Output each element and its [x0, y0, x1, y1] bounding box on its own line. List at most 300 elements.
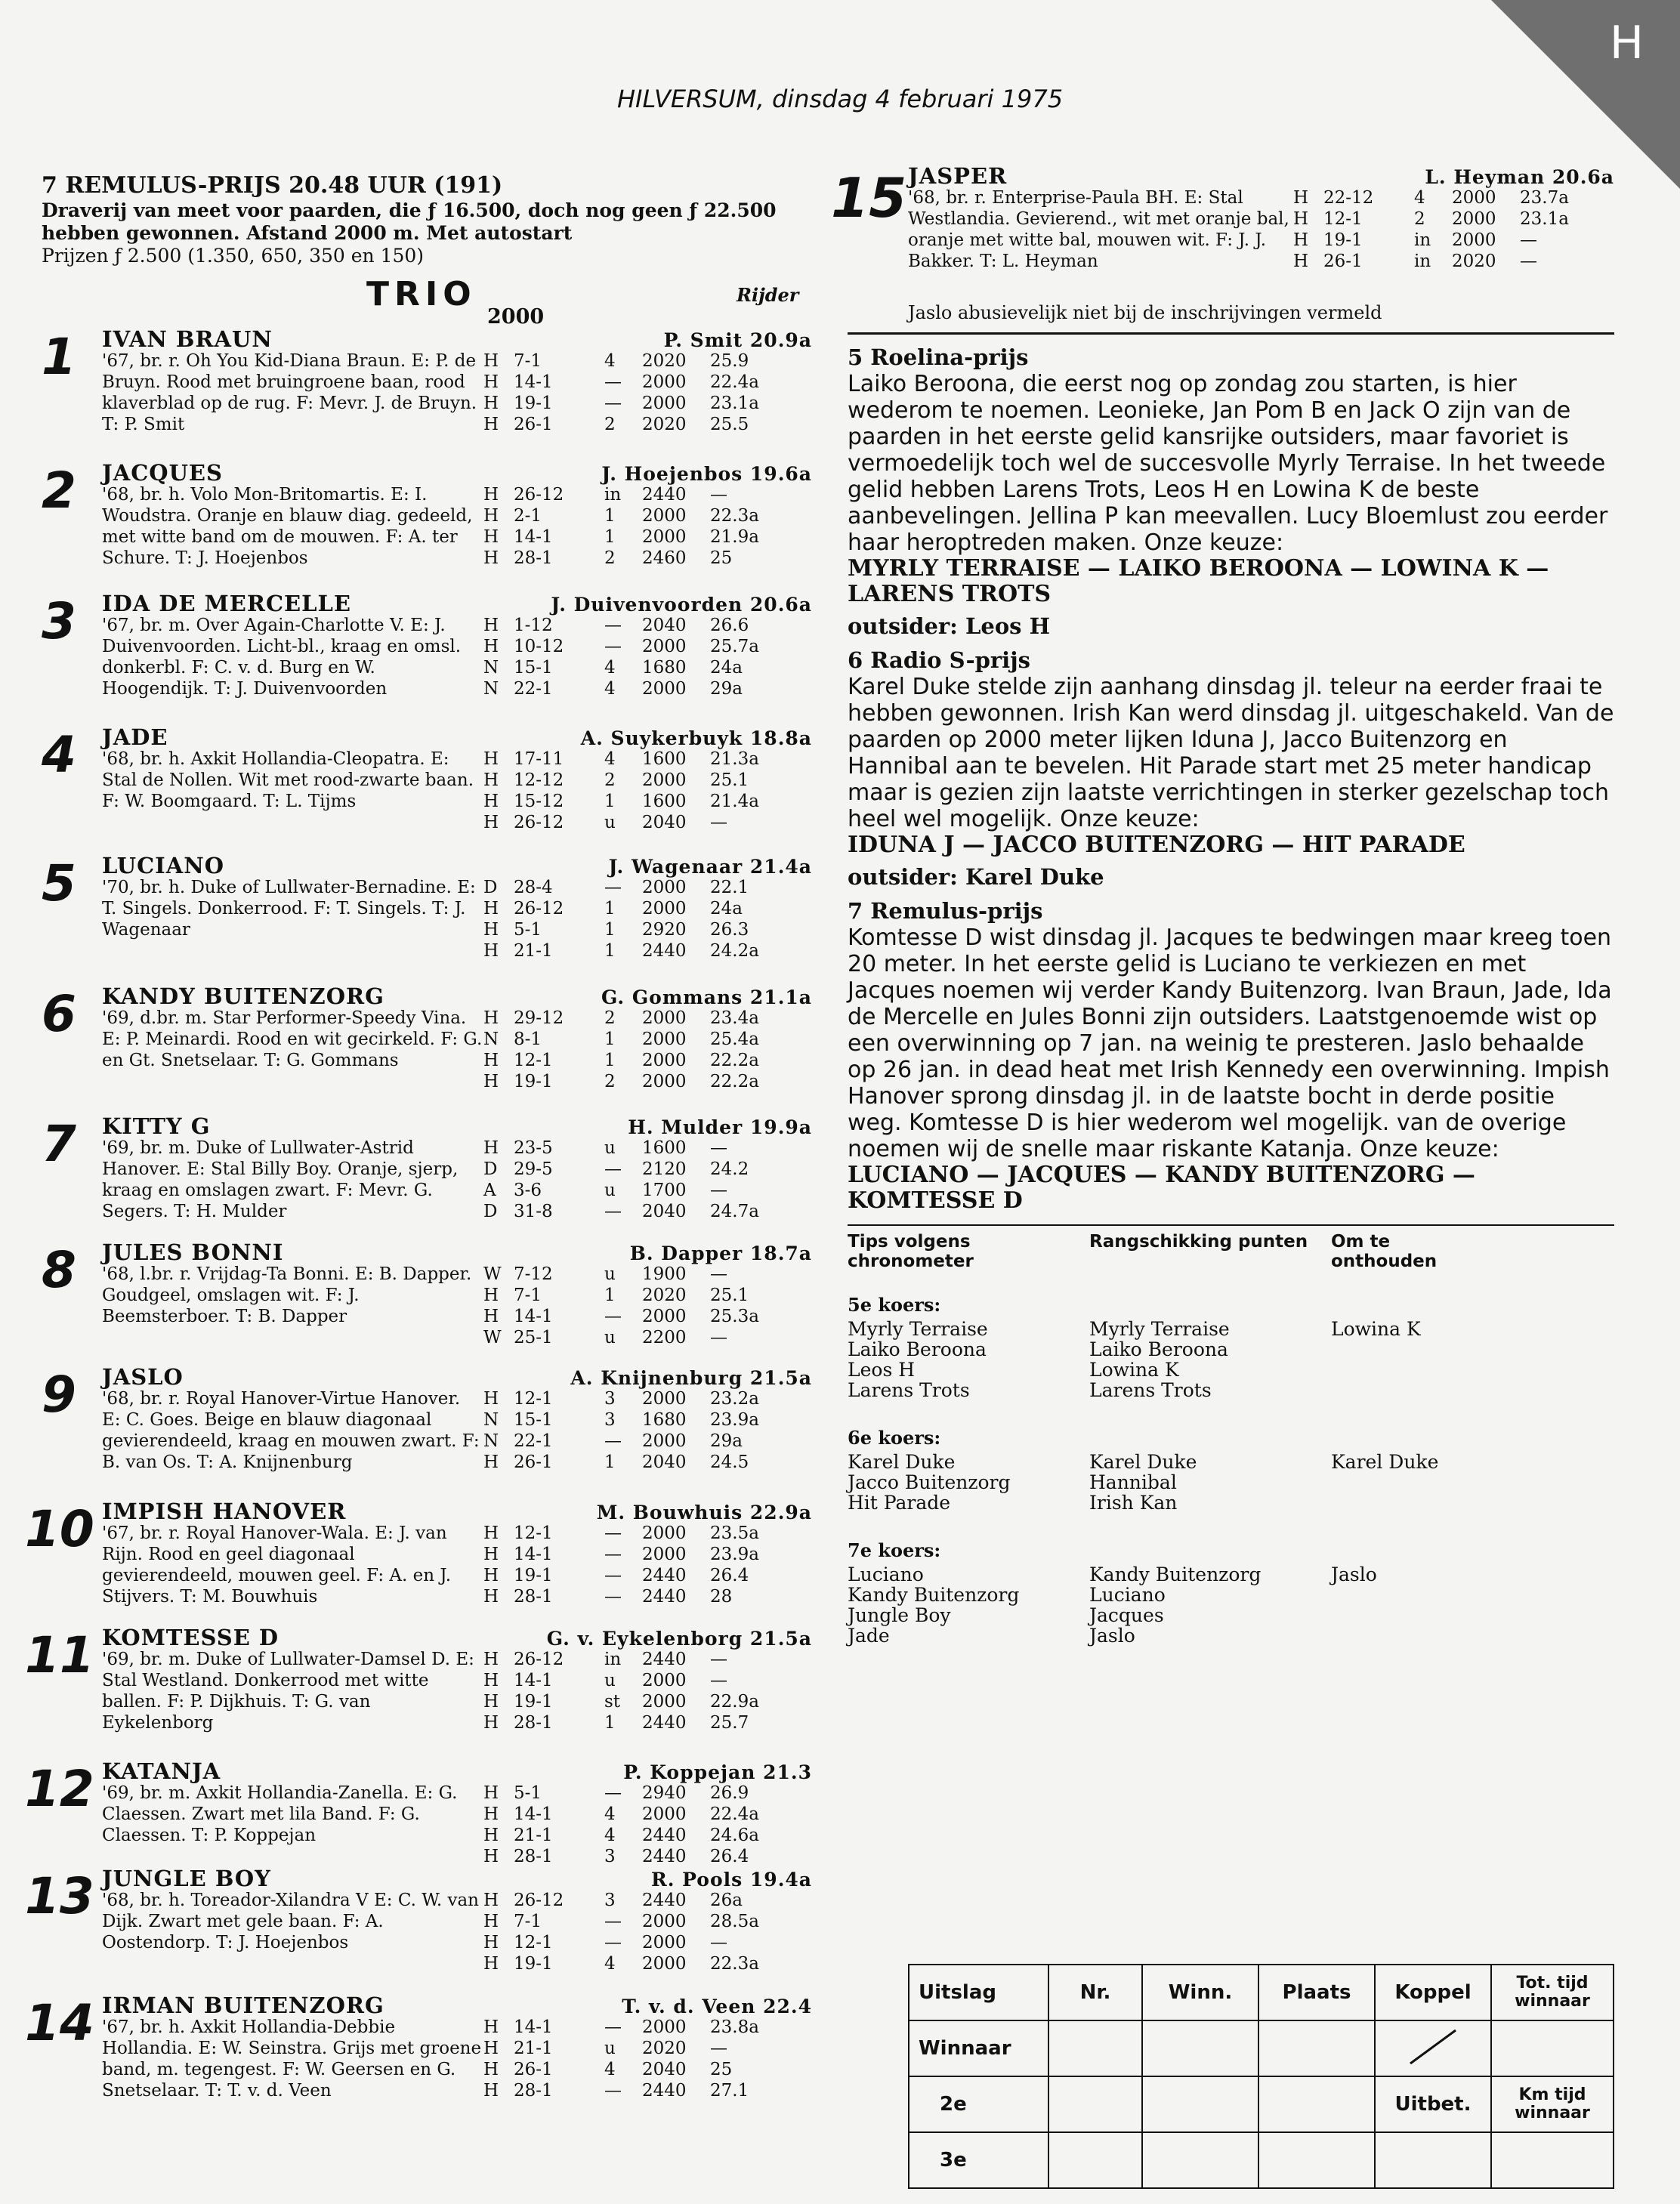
tip-punten-name: Kandy Buitenzorg	[1089, 1563, 1262, 1585]
result-value: H	[483, 920, 499, 940]
result-value: 1900	[642, 1264, 687, 1284]
result-value: in	[1414, 252, 1431, 271]
result-value: D	[483, 1202, 498, 1221]
horse-entry	[42, 985, 812, 1115]
horse-name	[102, 985, 812, 1008]
result-value: H	[483, 1452, 499, 1472]
result-value: 4	[604, 351, 616, 371]
result-value: H	[483, 1286, 499, 1305]
result-value: 14-1	[514, 1307, 553, 1326]
result-value: 22.4a	[710, 1804, 759, 1824]
result-value: 4	[604, 2060, 616, 2079]
tip-punten-name: Jaslo	[1089, 1625, 1135, 1647]
result-value: 26-12	[514, 899, 564, 918]
result-value: 7-12	[514, 1264, 553, 1284]
horse-number: 4	[42, 726, 76, 784]
result-value: u	[604, 1328, 616, 1347]
horse-results	[483, 749, 812, 833]
horse-driver: H. Mulder 19.9a	[628, 1116, 812, 1138]
horse-description: '68, br. h. Toreador-Xilandra V E: C. W. van Dijk. Zwart met gele baan. F: A. Oostendorp. T: J. Hoejenbos	[102, 1891, 479, 1952]
result-value: 4	[604, 749, 616, 769]
tip-punten-name: Hannibal	[1089, 1471, 1177, 1493]
result-value: H	[483, 1566, 499, 1585]
result-value: 2000	[642, 1072, 687, 1091]
section-outsider: outsider: Karel Duke	[848, 864, 1104, 890]
horse-name-text: JASPER	[908, 163, 1008, 189]
result-value: 26-12	[514, 485, 564, 505]
result-value: 17-11	[514, 749, 564, 769]
result-value: 26-12	[514, 813, 564, 832]
result-value: 7-1	[514, 351, 542, 371]
result-row	[483, 877, 812, 898]
result-row	[483, 770, 812, 791]
result-value: 28.5a	[710, 1912, 759, 1931]
horse-name-text: KANDY BUITENZORG	[102, 983, 384, 1009]
result-value: 2000	[642, 1804, 687, 1824]
result-value: 2	[604, 770, 616, 790]
horse-description: '67, br. h. Axkit Hollandia-Debbie Hollandia. E: W. Seinstra. Grijs met groene band, m. tegengest. F: W. Geersen en G. Snetselaar. T: T. v. d. Veen	[102, 2017, 482, 2101]
result-row	[483, 526, 812, 548]
result-row	[483, 1544, 812, 1565]
horse-description: '67, br. m. Over Again-Charlotte V. E: J. Duivenvoorden. Licht-bl., kraag en omsl. donkerbl. F: C. v. d. Burg en W. Hoogendijk. T: J. Duivenvoorden	[102, 616, 462, 699]
tip-punten-name: Luciano	[1089, 1584, 1166, 1606]
result-value: 2000	[642, 1307, 687, 1326]
result-value: H	[483, 485, 499, 505]
horse-name-text: IMPISH HANOVER	[102, 1499, 347, 1524]
result-value: u	[604, 1181, 616, 1200]
result-row	[483, 1712, 812, 1733]
result-value: 2000	[642, 770, 687, 790]
horse-number: 11	[25, 1626, 94, 1684]
result-cell-km-tijd: Km tijd winnaar	[1491, 2076, 1614, 2132]
result-value: —	[604, 1431, 622, 1451]
result-value: H	[483, 1826, 499, 1845]
horse-description: '67, br. r. Oh You Kid-Diana Braun. E: P. de Bruyn. Rood met bruingroene baan, rood klaverblad op de rug. F: Mevr. J. de Bruyn. T: P. Smit	[102, 351, 477, 434]
result-row	[483, 791, 812, 812]
horse-driver: J. Wagenaar 21.4a	[608, 856, 812, 878]
result-value: 25.7	[710, 1713, 749, 1733]
horse-results	[1293, 187, 1614, 272]
result-value: —	[604, 1307, 622, 1326]
horse-name	[102, 1626, 812, 1649]
race-card-column	[25, 172, 812, 2115]
result-value: 26.9	[710, 1783, 749, 1803]
result-header-koppel: Koppel	[1375, 1965, 1491, 2020]
result-row	[483, 372, 812, 393]
result-value: N	[483, 1029, 499, 1049]
divider	[848, 332, 1614, 335]
result-row	[1293, 230, 1614, 251]
horse-description: '68, br. r. Enterprise-Paula BH. E: Stal Westlandia. Gevierend., wit met oranje bal, oranje met witte bal, mouwen wit. F: J. J. Bakker. T: L. Heyman	[908, 188, 1289, 271]
result-value: 4	[1414, 188, 1425, 208]
horse-results	[483, 1264, 812, 1348]
result-value: 23.1a	[710, 394, 759, 413]
result-value: 3-6	[514, 1181, 542, 1200]
result-value: H	[483, 372, 499, 392]
section-text: Komtesse D wist dinsdag jl. Jacques te bedwingen maar kreeg toen 20 meter. In het eerste gelid is Luciano te verkiezen en met Jacques noemen wij verder Kandy Buitenzorg. Ivan Braun, Jade, Ida de Mercelle en Jules Bonni zijn outsiders. Laatstgenoemde wist op een overwinning op 7 jan. na weinig te presteren. Jaslo behaalde op 26 jan. in dead heat met Irish Kennedy een overwinning. Impish Hanover sprong dinsdag jl. in de laatste bocht in derde positie weg. Komtesse D is hier wederom wel mogelijk. van de overige noemen wij de snelle maar riskante Katanja. Onze keuze:	[848, 925, 1612, 1162]
result-value: D	[483, 878, 498, 897]
tips-block	[848, 1224, 1614, 1647]
tip-punten-name: Irish Kan	[1089, 1492, 1178, 1514]
result-value: 2000	[642, 878, 687, 897]
result-value: 2000	[642, 1933, 687, 1952]
horse-body	[102, 350, 812, 435]
result-value: 25-1	[514, 1328, 553, 1347]
section-pick: MYRLY TERRAISE — LAIKO BEROONA — LOWINA K — LARENS TROTS	[848, 555, 1549, 607]
result-value: 4	[604, 1804, 616, 1824]
result-value: 23.1a	[1520, 209, 1569, 229]
tips-header-onthouden: Om te onthouden	[1331, 1232, 1438, 1271]
result-value: 25.3a	[710, 1307, 759, 1326]
result-value: in	[604, 1650, 622, 1669]
result-value: —	[710, 1264, 727, 1284]
result-row	[483, 1586, 812, 1607]
horse-entry	[25, 1499, 812, 1626]
result-value: 1	[604, 506, 616, 526]
result-value: 28-4	[514, 878, 553, 897]
result-value: 2	[604, 1072, 616, 1091]
result-value: 2440	[642, 2081, 687, 2101]
result-value: 2000	[642, 1671, 687, 1690]
result-row	[483, 1649, 812, 1670]
tip-chrono-name: Jacco Buitenzorg	[848, 1471, 1011, 1493]
result-value: —	[710, 2039, 727, 2058]
result-value: 2040	[642, 1202, 687, 1221]
horse-results	[483, 1388, 812, 1473]
horse-name-text: KATANJA	[102, 1758, 221, 1784]
result-cell	[1258, 2020, 1375, 2076]
result-cell	[1048, 2132, 1142, 2188]
result-value: in	[1414, 230, 1431, 250]
result-value: —	[604, 637, 622, 656]
section-outsider: outsider: Leos H	[848, 613, 1050, 639]
result-value: 22-1	[514, 679, 553, 699]
result-value: 24a	[710, 899, 743, 918]
result-value: in	[604, 485, 622, 505]
result-value: H	[483, 1307, 499, 1326]
result-value: —	[710, 1650, 727, 1669]
result-value: 2000	[642, 1954, 687, 1974]
result-value: 23-5	[514, 1138, 553, 1158]
result-header-winn: Winn.	[1142, 1965, 1258, 2020]
horse-name	[102, 1994, 812, 2017]
horse-number: 2	[42, 461, 76, 520]
tips-header-punten: Rangschikking punten	[1089, 1232, 1308, 1252]
horse-driver: T. v. d. Veen 22.4	[622, 1996, 812, 2017]
result-value: 22-1	[514, 1431, 553, 1451]
result-value: 14-1	[514, 2017, 553, 2037]
result-value: 23.7a	[1520, 188, 1569, 208]
result-value: 14-1	[514, 1804, 553, 1824]
result-cell	[1258, 2132, 1375, 2188]
horse-number: 12	[25, 1760, 94, 1818]
tip-chrono-name: Jade	[848, 1625, 890, 1647]
horse-description: '68, l.br. r. Vrijdag-Ta Bonni. E: B. Dapper. Goudgeel, omslagen wit. F: J. Beemsterboer. T: B. Dapper	[102, 1264, 472, 1326]
result-value: 19-1	[1323, 230, 1363, 250]
result-value: N	[483, 679, 499, 699]
result-value: 2020	[642, 351, 687, 371]
result-row-winnaar: Winnaar	[909, 2020, 1048, 2076]
result-value: 29a	[710, 679, 743, 699]
result-value: —	[604, 1783, 622, 1803]
result-row	[483, 414, 812, 435]
result-row	[483, 1388, 812, 1409]
tip-chrono-name: Larens Trots	[848, 1379, 970, 1401]
result-value: H	[483, 394, 499, 413]
result-value: 25.1	[710, 1286, 749, 1305]
result-value: 2200	[642, 1328, 687, 1347]
result-value: 2440	[642, 1713, 687, 1733]
result-row	[483, 812, 812, 833]
result-header-tot-tijd: Tot. tijd winnaar	[1491, 1965, 1614, 2020]
result-value: —	[710, 1181, 727, 1200]
result-value: —	[604, 2081, 622, 2101]
result-value: 14-1	[514, 372, 553, 392]
result-cell	[1375, 2132, 1491, 2188]
result-value: 8-1	[514, 1029, 542, 1049]
result-value: 22.2a	[710, 1051, 759, 1070]
result-value: 1	[604, 941, 616, 961]
result-value: —	[710, 1933, 727, 1952]
horse-description: '67, br. r. Royal Hanover-Wala. E: J. van Rijn. Rood en geel diagonaal gevierendeeld, mouwen geel. F: A. en J. Stijvers. T: M. Bouwhuis	[102, 1523, 452, 1607]
result-value: N	[483, 1410, 499, 1430]
horse-name-text: KOMTESSE D	[102, 1625, 279, 1650]
result-row	[483, 1029, 812, 1050]
tip-punten-name: Jacques	[1089, 1604, 1164, 1626]
result-value: —	[1520, 230, 1537, 250]
result-value: 2040	[642, 1452, 687, 1472]
result-value: H	[483, 1051, 499, 1070]
result-cell-uitbet: Uitbet.	[1375, 2076, 1491, 2132]
result-value: 22.3a	[710, 1954, 759, 1974]
result-row	[483, 940, 812, 962]
horse-entry	[42, 1366, 812, 1500]
result-value: H	[483, 1847, 499, 1866]
tip-chrono-name: Karel Duke	[848, 1451, 956, 1473]
horse-results	[483, 615, 812, 699]
result-cell	[1491, 2132, 1614, 2188]
trio-row	[42, 267, 812, 328]
result-value: H	[483, 2081, 499, 2101]
horse-results	[483, 350, 812, 435]
horse-number: 14	[25, 1994, 94, 2052]
tip-chrono-name: Kandy Buitenzorg	[848, 1584, 1020, 1606]
tip-chrono-name: Leos H	[848, 1359, 916, 1381]
result-value: 7-1	[514, 1912, 542, 1931]
tip-onthouden-name: Lowina K	[1331, 1318, 1421, 1340]
result-value: 23.5a	[710, 1523, 759, 1543]
horse-driver: J. Duivenvoorden 20.6a	[551, 594, 812, 616]
result-value: 2440	[642, 1826, 687, 1845]
result-value: —	[604, 1566, 622, 1585]
result-value: —	[710, 1328, 727, 1347]
result-value: 14-1	[514, 1545, 553, 1564]
distance-label: 2000	[487, 305, 545, 329]
horse-entry	[42, 854, 812, 985]
trio-label: TRIO	[366, 275, 477, 313]
slash-mark	[1395, 2024, 1471, 2070]
horse-driver: J. Hoejenbos 19.6a	[601, 463, 812, 485]
result-value: 26.6	[710, 616, 749, 635]
result-value: 28-1	[514, 1713, 553, 1733]
result-cell	[1142, 2076, 1258, 2132]
result-value: 25	[710, 548, 733, 568]
result-value: —	[710, 1671, 727, 1690]
result-value: 4	[604, 1954, 616, 1974]
result-value: H	[483, 1692, 499, 1712]
result-row	[483, 1180, 812, 1201]
result-value: 12-1	[1323, 209, 1363, 229]
result-value: 2000	[642, 372, 687, 392]
result-value: —	[710, 485, 727, 505]
result-value: 2000	[642, 679, 687, 699]
result-value: H	[483, 506, 499, 526]
result-cell	[1142, 2132, 1258, 2188]
result-value: u	[604, 1671, 616, 1690]
result-value: 2	[604, 415, 616, 434]
result-row	[483, 636, 812, 657]
result-value: 29-12	[514, 1008, 564, 1028]
result-value: 2	[1414, 209, 1425, 229]
result-value: H	[483, 1804, 499, 1824]
result-value: —	[604, 394, 622, 413]
result-value: 5-1	[514, 1783, 542, 1803]
result-row	[483, 350, 812, 372]
result-value: 2040	[642, 2060, 687, 2079]
result-value: 19-1	[514, 1072, 553, 1091]
result-row	[483, 1071, 812, 1092]
result-value: 1600	[642, 1138, 687, 1158]
horse-body	[102, 1890, 812, 1974]
result-value: 2000	[1452, 188, 1496, 208]
horse-name	[102, 1867, 812, 1890]
result-value: —	[604, 1545, 622, 1564]
result-value: 15-1	[514, 1410, 553, 1430]
horse-driver: P. Smit 20.9a	[663, 329, 812, 351]
horse-driver: G. Gommans 21.1a	[601, 986, 812, 1008]
result-value: 1	[604, 1029, 616, 1049]
result-value: H	[483, 2060, 499, 2079]
result-value: H	[483, 1891, 499, 1910]
result-value: 2000	[642, 1523, 687, 1543]
result-value: 2-1	[514, 506, 542, 526]
result-value: —	[710, 813, 727, 832]
result-value: 21-1	[514, 2039, 553, 2058]
result-header-nr: Nr.	[1048, 1965, 1142, 2020]
result-value: H	[483, 1933, 499, 1952]
result-value: 1700	[642, 1181, 687, 1200]
result-value: 25.7a	[710, 637, 759, 656]
horse-number: 9	[42, 1366, 76, 1424]
result-row	[483, 1306, 812, 1327]
result-value: 1-12	[514, 616, 553, 635]
result-value: 23.8a	[710, 2017, 759, 2037]
result-value: u	[604, 813, 616, 832]
result-value: —	[604, 1587, 622, 1607]
horse-entry	[42, 726, 812, 854]
horse-body	[102, 1264, 812, 1347]
result-value: 3	[604, 1389, 616, 1409]
result-row	[483, 1523, 812, 1544]
result-value: 26-12	[514, 1891, 564, 1910]
result-row	[483, 1431, 812, 1452]
result-value: H	[1293, 230, 1309, 250]
horse-results	[483, 1890, 812, 1974]
race-title: 7 REMULUS-PRIJS 20.48 UUR (191)	[42, 172, 503, 199]
result-value: 2020	[642, 415, 687, 434]
tip-chrono-name: Laiko Beroona	[848, 1338, 987, 1360]
horse-driver: L. Heyman 20.6a	[1425, 166, 1614, 188]
result-value: 2120	[642, 1159, 687, 1179]
result-value: u	[604, 2039, 616, 2058]
result-cell	[1048, 2076, 1142, 2132]
tip-onthouden-name: Karel Duke	[1331, 1451, 1439, 1473]
result-value: 19-1	[514, 1954, 553, 1974]
horse-entry	[42, 592, 812, 726]
result-value: 2000	[1452, 209, 1496, 229]
horse-body	[102, 1008, 812, 1091]
result-value: 14-1	[514, 527, 553, 547]
result-value: H	[1293, 252, 1309, 271]
result-row	[483, 1911, 812, 1932]
result-row	[483, 919, 812, 940]
result-value: 29-5	[514, 1159, 553, 1179]
result-value: 28	[710, 1587, 733, 1607]
result-row	[483, 2080, 812, 2101]
result-value: 15-12	[514, 792, 564, 811]
result-value: H	[483, 1008, 499, 1028]
result-value: 22-12	[1323, 188, 1374, 208]
horse-driver: A. Suykerbuyk 18.8a	[580, 727, 812, 749]
result-value: 25.9	[710, 351, 749, 371]
tip-punten-name: Lowina K	[1089, 1359, 1179, 1381]
result-value: 2000	[642, 527, 687, 547]
horse-name	[102, 461, 812, 484]
result-value: —	[604, 1523, 622, 1543]
section-text: Karel Duke stelde zijn aanhang dinsdag jl. teleur na eerder fraai te hebben gewonnen. Irish Kan werd dinsdag jl. uitgeschakeld. Van de paarden op 2000 meter lijken Iduna J, Jacco Buitenzorg en Hannibal aan te bevelen. Hit Parade start met 25 meter handicap maar is gezien zijn laatste verrichtingen in sterker gezelschap toch heel wel mogelijk. Onze keuze:	[848, 674, 1614, 832]
result-value: N	[483, 1431, 499, 1451]
result-value: 12-1	[514, 1389, 553, 1409]
horse-description: '69, br. m. Duke of Lullwater-Damsel D. E: Stal Westland. Donkerrood met witte ballen. F: P. Dijkhuis. T: G. van Eykelenborg	[102, 1650, 474, 1733]
horse-body	[102, 1523, 812, 1607]
result-value: 23.9a	[710, 1545, 759, 1564]
horse-entry	[42, 1241, 812, 1366]
horse-name-text: IVAN BRAUN	[102, 326, 273, 352]
result-cell	[1258, 2076, 1375, 2132]
horse-description: '69, br. m. Duke of Lullwater-Astrid Hanover. E: Stal Billy Boy. Oranje, sjerp, kraag en omslagen zwart. F: Mevr. G. Segers. T: H. Mulder	[102, 1138, 459, 1221]
result-value: st	[604, 1692, 621, 1712]
result-value: 15-1	[514, 658, 553, 678]
result-value: H	[483, 527, 499, 547]
result-value: —	[1520, 252, 1537, 271]
section-title: 7 Remulus-prijs	[848, 898, 1043, 924]
horse-body	[102, 615, 812, 699]
result-value: 5-1	[514, 920, 542, 940]
result-value: 21-1	[514, 1826, 553, 1845]
result-row	[483, 2017, 812, 2038]
result-value: 2000	[642, 899, 687, 918]
result-value: 1600	[642, 749, 687, 769]
result-value: 21.3a	[710, 749, 759, 769]
result-row-2e: 2e	[909, 2076, 1048, 2132]
result-value: u	[604, 1138, 616, 1158]
jasper-note: Jaslo abusievelijk niet bij de inschrijvingen vermeld	[908, 302, 1382, 323]
result-value: A	[483, 1181, 496, 1200]
result-value: H	[483, 1912, 499, 1931]
horse-driver: M. Bouwhuis 22.9a	[596, 1502, 812, 1523]
section-pick: IDUNA J — JACCO BUITENZORG — HIT PARADE	[848, 832, 1465, 858]
result-value: 23.9a	[710, 1410, 759, 1430]
